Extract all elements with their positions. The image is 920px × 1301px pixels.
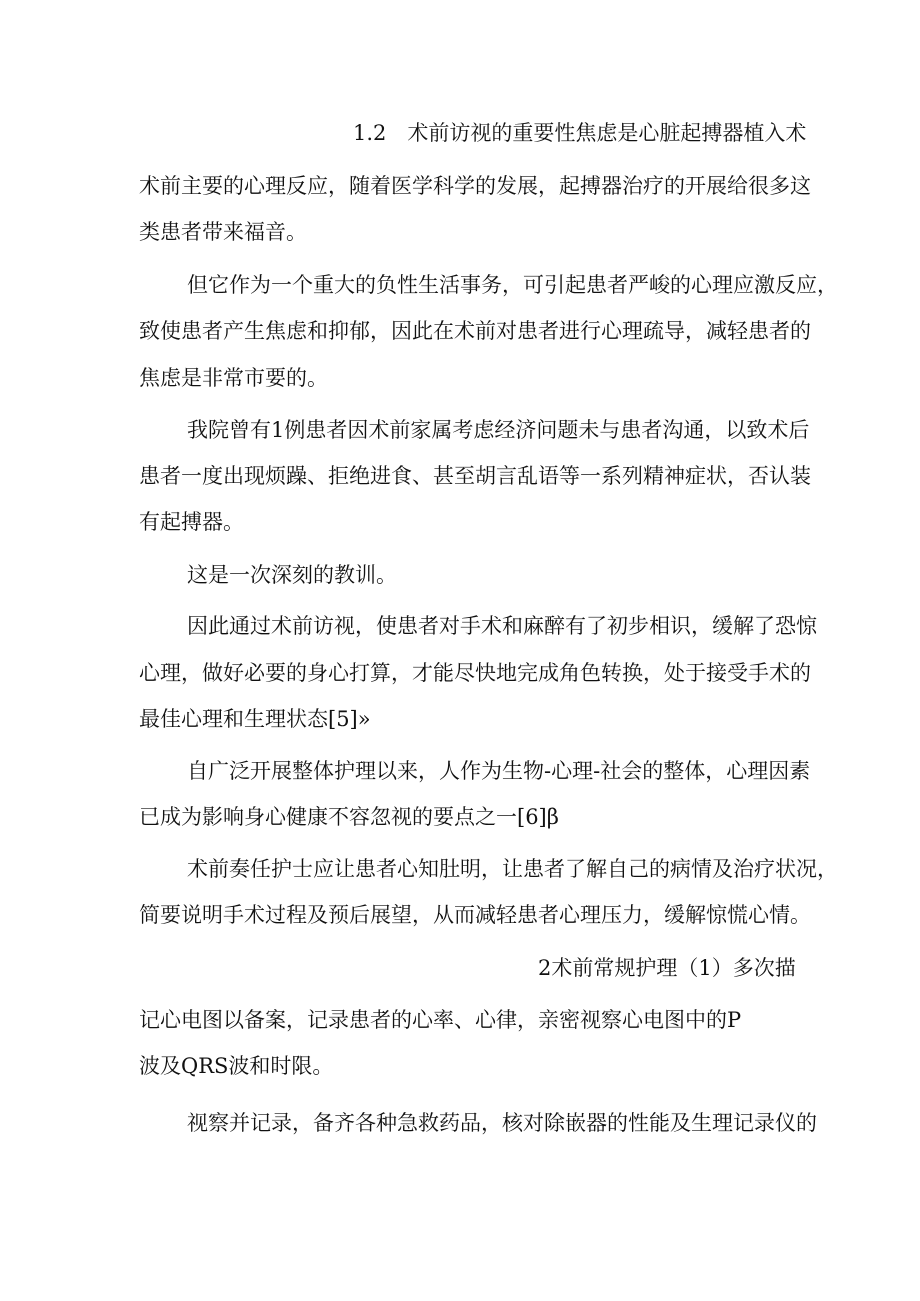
- text-line: 心理，做好必要的身心打算，才能尽快地完成角色转换，处于接受手术的: [139, 661, 811, 685]
- section-heading-2: 2术前常规护理（1）多次描: [538, 956, 796, 980]
- text-line: 视察并记录，备齐各种急救药品，核对除嵌器的性能及生理记录仪的: [187, 1111, 817, 1135]
- text-line: 焦虑是非常市要的。: [139, 366, 328, 390]
- text-line: 记心电图以备案，记录患者的心率、心律，亲密视察心电图中的P: [139, 1008, 742, 1032]
- text-line: 自广泛开展整体护理以来，人作为生物-心理-社会的整体，心理因素: [187, 759, 811, 783]
- text-line: 因此通过术前访视，使患者对手术和麻醉有了初步相识，缓解了恐惊: [187, 614, 817, 638]
- text-line: 这是一次深刻的教训。: [187, 563, 397, 587]
- text-line: 我院曾有1例患者因术前家属考虑经济问题未与患者沟通，以致术后: [187, 418, 810, 442]
- text-line: 有起搏器。: [139, 510, 244, 534]
- text-line: 术前主要的心理反应，随着医学科学的发展，起搏器治疗的开展给很多这: [139, 174, 811, 198]
- section-heading-1-2: 1.2 术前访视的重要性焦虑是心脏起搏器植入术: [353, 121, 807, 145]
- text-line: 但它作为一个重大的负性生活事务，可引起患者严峻的心理应激反应，: [187, 273, 838, 297]
- text-line: 致使患者产生焦虑和抑郁，因此在术前对患者进行心理疏导，减轻患者的: [139, 319, 811, 343]
- text-line: 患者一度出现烦躁、拒绝进食、甚至胡言乱语等一系列精神症状，否认装: [139, 464, 811, 488]
- text-line: 波及QRS波和时限。: [139, 1054, 334, 1078]
- text-line: 最佳心理和生理状态[5]»: [139, 707, 371, 731]
- text-line: 简要说明手术过程及预后展望，从而减轻患者心理压力，缓解惊慌心情。: [139, 903, 811, 927]
- text-line: 类患者带来福音。: [139, 220, 307, 244]
- text-line: 已成为影响身心健康不容忽视的要点之一[6]β: [139, 805, 559, 829]
- text-line: 术前奏任护士应让患者心知肚明，让患者了解自己的病情及治疗状况，: [187, 857, 838, 881]
